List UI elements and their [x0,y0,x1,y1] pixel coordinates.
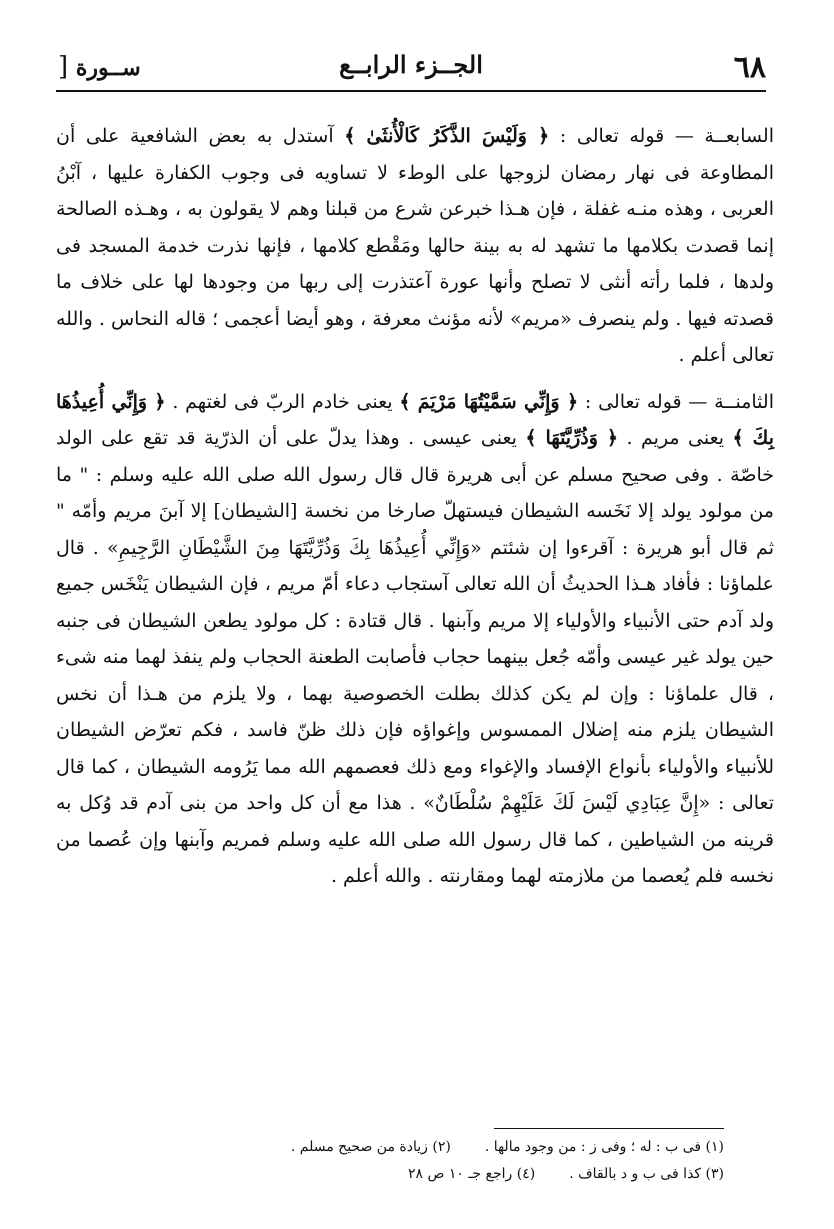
quran-verse: ﴿ وَإِنِّي سَمَّيْتُهَا مَرْيَمَ ﴾ [399,390,579,413]
paragraph-seventh [56,118,774,374]
quran-verse: ﴿ وَإِنِّي أُعِيذُهَا بِكَ ﴾ [56,390,774,449]
surah-label [56,52,141,82]
paragraph-eighth [56,384,774,895]
text-segment: يعنى خادم الربّ فى لغتهم . [165,390,400,413]
running-head [56,44,766,92]
quran-verse: ﴿ وَذُرِّيَّتَهَا ﴾ [525,427,619,449]
footnote-1: (١) فى ب : له ؛ وفى ز : من وجود مالها . [484,1139,724,1155]
footnote-row [180,1134,724,1161]
footnotes [180,1134,724,1188]
part-title: الجــزء الرابــع [339,50,483,79]
footnote-3: (٣) كذا فى ب و د بالقاف . [569,1166,724,1182]
page-number: ٦٨ [733,50,766,85]
text-segment: يعنى مريم . [618,427,733,449]
footnote-4: (٤) راجع جـ ١٠ ص ٢٨ [407,1166,536,1182]
quran-verse: ﴿ وَلَيْسَ الذَّكَرُ كَالْأُنثَىٰ ﴾ [344,125,550,147]
text-segment: يعنى عيسى . وهذا يدلّ على أن الذرّية قد تقع على الولد خاصّة . وفى صحيح مسلم عن أبى هريرة قال قال رسول الله صلى الله عليه وسلم : " ما من مولود يولد إلا نَخَسه الشيطان فيستهلّ صارخا من نخسة [الشيطان] إلا آبنَ مريم وأمّه " ثم قال أبو هريرة : آقرءوا إن شئتم «وَإِنِّي أُعِيذُهَا بِكَ وَذُرِّيَّتَهَا مِنَ الشَّيْطَانِ الرَّجِيمِ» . قال علماؤنا : فأفاد هـذا الحديثُ أن الله تعالى آستجاب دعاء أمّ مريم ، فإن الشيطان يَنْخَس جميع ولد آدم حتى الأنبياء والأولياء إلا مريم وآبنها . قال قتادة : كل مولود يطعن الشيطان فى جنبه حين يولد غير عيسى وأمّه جُعل بينهما حجاب فأصابت الطعنة الحجاب ولم ينفذ لهما منه شىء ، قال علماؤنا : وإن لم يكن كذلك بطلت الخصوصية بهما ، ولا يلزم من هـذا أن نخس الشيطان يلزم منه إضلال الممسوس وإغواؤه فإن ذلك ظنّ فاسد ، فكم تعرّض الشيطان للأنبياء والأولياء بأنواع الإفساد والإغواء ومع ذلك فعصمهم الله مما يَرُومه الشيطان ، كما قال تعالى : «إِنَّ عِبَادِي لَيْسَ لَكَ عَلَيْهِمْ سُلْطَانٌ» . هذا مع أن كل واحد من بنى آدم قد وُكل به قرينه من الشياطين ، كما قال رسول الله صلى الله عليه وسلم فمريم وآبنها وإن عُصما من نخسه فلم يُعصما من ملازمته لهما ومقارنته . والله أعلم . [56,427,774,887]
text-segment: آستدل به بعض الشافعية على أن المطاوعة فى نهار رمضان لزوجها على الوطء لا تساويه فى وجوب الكفارة عليها ، آبْنُ العربى ، وهذه منـه غفلة ، فإن هـذا خبرعن شرع من قبلنا وهم لا يقولون به ، وهـذه الصالحة إنما قصدت بكلامها ما تشهد له به بينة حالها ومَقْطع كلامها ، فإنها نذرت خدمة المسجد فى ولدها ، فلما رأته أنثى لا تصلح وأنها عورة آعتذرت إلى ربها من وجودها لها على خلاف ما قصدته فيها . ولم ينصرف «مريم» لأنه مؤنث معرفة ، وهو أيضا أعجمى ؛ قاله النحاس . والله تعالى أعلم . [56,125,774,366]
header-bracket: [ [58,52,69,82]
surah-label-text: ســورة [75,55,141,81]
footnote-2: (٢) زيادة من صحيح مسلم . [290,1139,451,1155]
footnote-divider [494,1128,724,1129]
text-segment: الثامنــة — قوله تعالى : [578,390,774,413]
body-text [56,118,774,895]
footnote-row [180,1161,724,1188]
text-segment: السابعــة — قوله تعالى : [549,125,775,147]
